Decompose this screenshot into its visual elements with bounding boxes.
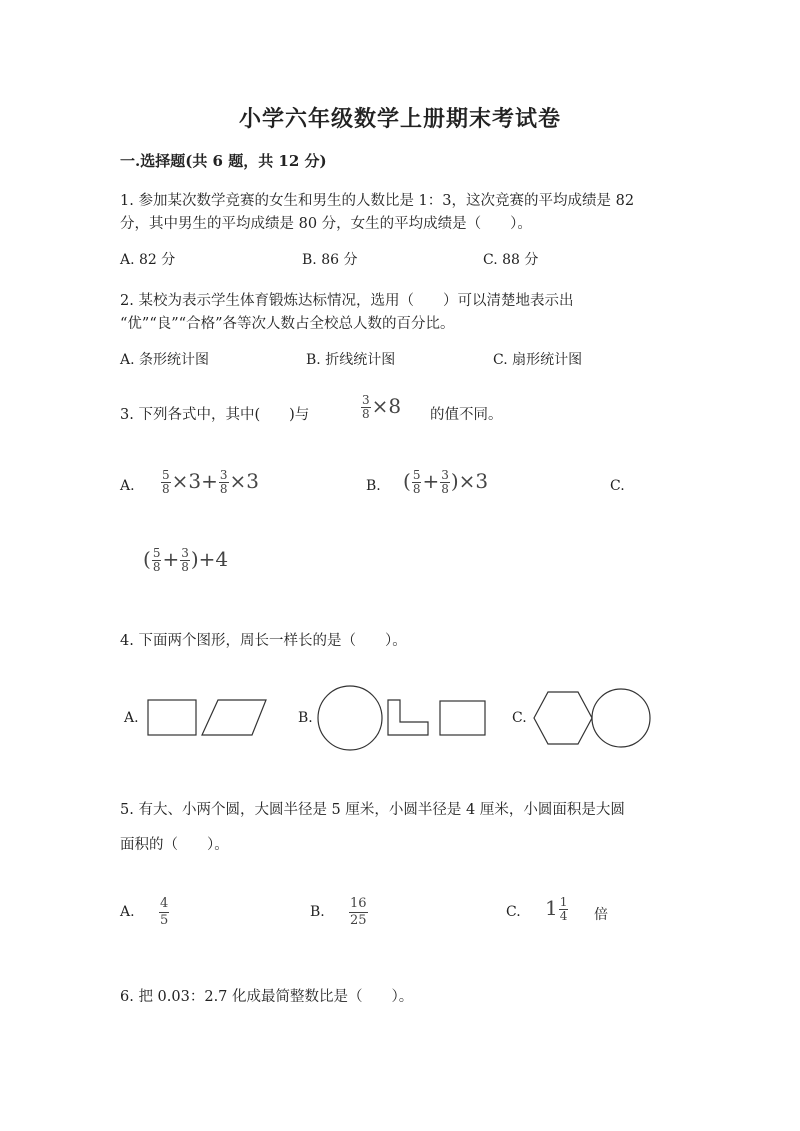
fraction-denominator: 8 — [412, 482, 421, 496]
fraction-numerator: 5 — [162, 468, 170, 482]
question-3-text: 3. 下列各式中，其中( )与 — [120, 407, 310, 423]
q3-expression — [360, 394, 401, 421]
fraction-denominator: 8 — [181, 560, 189, 574]
question-3-text-after: 的值不同。 — [430, 407, 503, 423]
fraction — [412, 469, 422, 496]
q4-option-b-label[interactable]: B. — [298, 710, 313, 726]
fraction-denominator: 25 — [350, 913, 367, 928]
question-6-text: 6. 把 0.03：2.7 化成最简整数比是（ ）。 — [120, 989, 414, 1005]
q3-option-c-expression[interactable] — [143, 547, 228, 574]
q5-option-a-label[interactable]: A. — [120, 904, 135, 920]
q3-option-a-expression[interactable] — [160, 469, 259, 496]
math-operator: )×3 — [450, 469, 489, 493]
math-paren: ( — [143, 547, 151, 571]
question-5-line-2: 面积的（ ）。 — [120, 837, 229, 853]
fraction-denominator: 8 — [162, 482, 170, 496]
hexagon-shape — [534, 692, 592, 744]
question-2-line-2: “优”“良”“合格”各等次人数占全校总人数的百分比。 — [120, 316, 455, 332]
fraction — [152, 547, 162, 574]
fraction-denominator: 8 — [152, 560, 161, 574]
square-shape — [148, 700, 196, 735]
q5-option-a-value[interactable] — [158, 896, 170, 929]
q2-option-b[interactable]: B. 折线统计图 — [306, 352, 396, 368]
q3-expr-fraction — [361, 394, 371, 421]
fraction — [559, 896, 569, 923]
question-1-line-2: 分，其中男生的平均成绩是 80 分，女生的平均成绩是（ ）。 — [120, 216, 532, 232]
fraction-numerator: 16 — [350, 896, 367, 911]
q1-option-c[interactable]: C. 88 分 — [483, 252, 539, 268]
math-operator: )+4 — [190, 547, 229, 571]
rectangle-shape — [440, 701, 485, 735]
fraction — [161, 469, 171, 496]
fraction-numerator: 3 — [362, 393, 370, 407]
fraction-numerator: 5 — [152, 546, 161, 560]
fraction — [440, 469, 450, 496]
q4-option-c-figures[interactable] — [526, 684, 654, 752]
question-4-text: 4. 下面两个图形，周长一样长的是（ ）。 — [120, 633, 407, 649]
question-2-line-1: 2. 某校为表示学生体育锻炼达标情况，选用（ ）可以清楚地表示出 — [120, 293, 574, 309]
q2-option-c[interactable]: C. 扇形统计图 — [493, 352, 583, 368]
mixed-number-whole: 1 — [545, 896, 558, 920]
q4-option-a-label[interactable]: A. — [124, 710, 139, 726]
math-paren: ( — [403, 469, 411, 493]
fraction-denominator: 8 — [219, 482, 228, 496]
q5-option-c-value[interactable] — [545, 896, 569, 923]
fraction — [349, 896, 368, 929]
q3-option-c-label[interactable]: C. — [610, 478, 625, 494]
fraction-numerator: 3 — [219, 468, 228, 482]
fraction-denominator: 8 — [441, 482, 449, 496]
fraction-denominator: 8 — [362, 407, 370, 421]
math-operator: ×3 — [229, 469, 260, 493]
question-1-line-1: 1. 参加某次数学竞赛的女生和男生的人数比是 1：3，这次竞赛的平均成绩是 82 — [120, 193, 635, 209]
l-shape — [388, 700, 428, 735]
fraction-denominator: 4 — [559, 909, 568, 923]
q1-option-a[interactable]: A. 82 分 — [120, 252, 176, 268]
fraction-numerator: 3 — [181, 546, 189, 560]
q3-option-b-label[interactable]: B. — [366, 478, 381, 494]
q5-option-c-label[interactable]: C. — [506, 904, 521, 920]
math-operator: + — [422, 469, 440, 493]
q2-option-a[interactable]: A. 条形统计图 — [120, 352, 210, 368]
fraction-numerator: 1 — [559, 895, 568, 909]
q3-option-b-expression[interactable] — [403, 469, 488, 496]
math-operator: + — [162, 547, 180, 571]
q4-option-a-figures[interactable] — [140, 695, 270, 739]
fraction-numerator: 3 — [441, 468, 449, 482]
section-heading: 一.选择题(共 6 题，共 12 分) — [120, 152, 327, 170]
question-5-line-1: 5. 有大、小两个圆，大圆半径是 5 厘米，小圆半径是 4 厘米，小圆面积是大圆 — [120, 802, 625, 818]
q3-option-a-label[interactable]: A. — [120, 478, 135, 494]
page-title: 小学六年级数学上册期末考试卷 — [238, 106, 561, 132]
q4-option-c-label[interactable]: C. — [512, 710, 527, 726]
parallelogram-shape — [202, 700, 266, 735]
q5-option-b-value[interactable] — [348, 896, 369, 929]
fraction-numerator: 5 — [412, 468, 421, 482]
fraction-denominator: 5 — [160, 913, 169, 928]
fraction — [180, 547, 190, 574]
fraction-numerator: 4 — [160, 896, 169, 911]
circle-shape — [592, 689, 650, 747]
q5-option-b-label[interactable]: B. — [310, 904, 325, 920]
fraction — [219, 469, 229, 496]
q1-option-b[interactable]: B. 86 分 — [302, 252, 358, 268]
q3-expr-rest: ×8 — [371, 394, 402, 418]
circle-shape — [318, 686, 382, 750]
q5-option-c-unit: 倍 — [594, 907, 608, 923]
q4-option-b-figures[interactable] — [312, 684, 490, 752]
math-operator: ×3+ — [171, 469, 218, 493]
fraction — [159, 896, 169, 929]
